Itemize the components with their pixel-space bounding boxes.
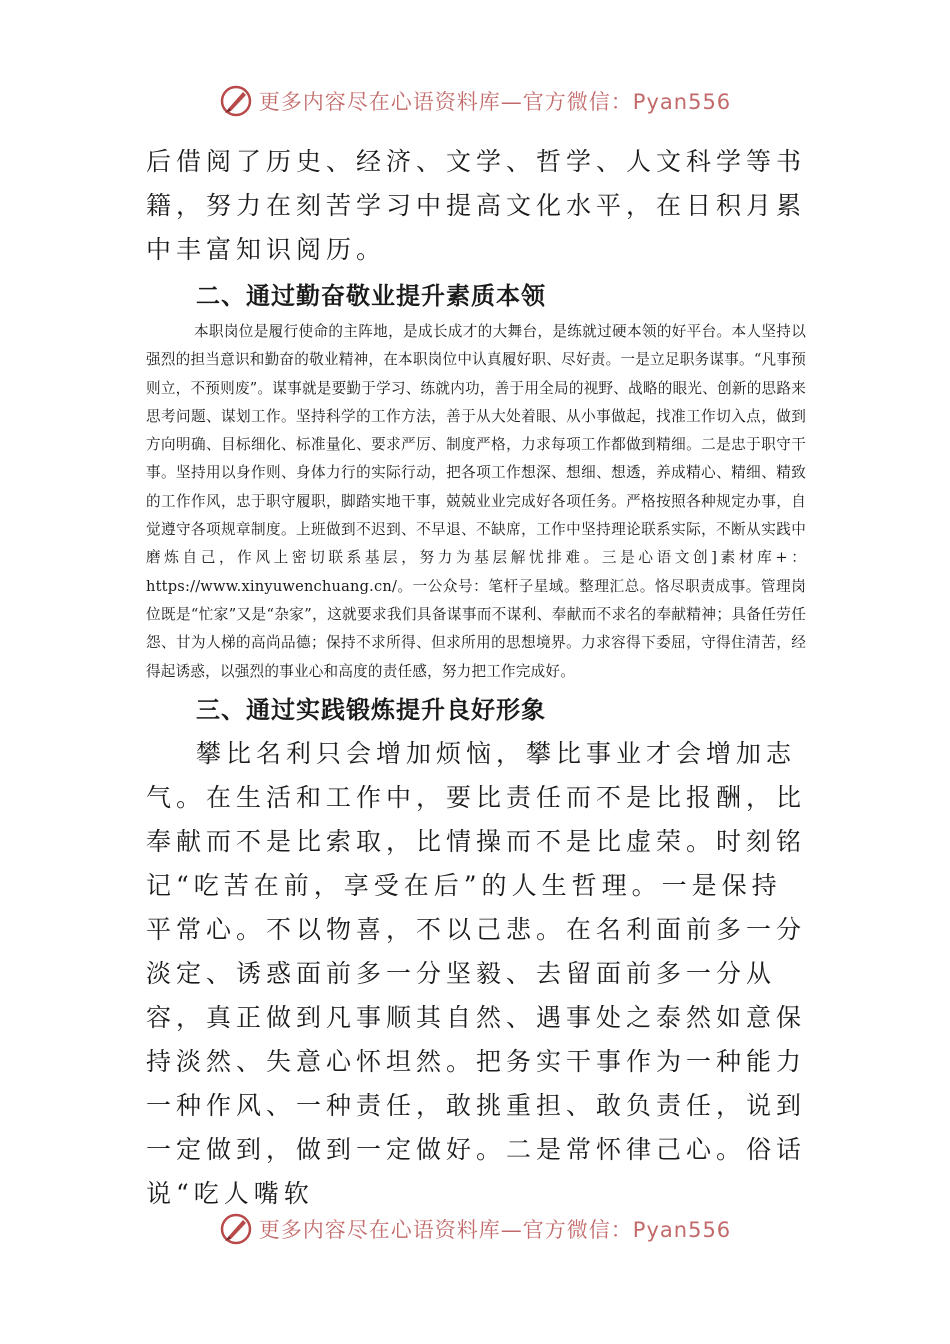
- section-3-paragraph: 攀比名利只会增加烦恼，攀比事业才会增加志气。在生活和工作中，要比责任而不是比报酬，比奉献而不是比索取，比情操而不是比虚荣。时刻铭记“吃苦在前，享受在后”的人生哲理。一是保持平常心。不以物喜，不以己悲。在名利面前多一分淡定、诱惑面前多一分坚毅、去留面前多一分从容，真正做到凡事顺其自然、遇事处之泰然如意保持淡然、失意心怀坦然。把务实干事作为一种能力一种作风、一种责任，敢挑重担、敢负责任，说到一定做到，做到一定做好。二是常怀律己心。俗话说“吃人嘴软: [146, 738, 807, 1208]
- header-watermark: [0, 84, 950, 118]
- pen-circle-logo-icon: [219, 84, 253, 118]
- section-heading-2: 二、通过勤奋敬业提升素质本领: [196, 281, 546, 310]
- section-2-paragraph: 本职岗位是履行使命的主阵地，是成长成才的大舞台，是练就过硬本领的好平台。本人坚持以强烈的担当意识和勤奋的敬业精神，在本职岗位中认真履好职、尽好责。一是立足职务谋事。“凡事预则立，不预则废”。谋事就是要勤于学习、练就内功，善于用全局的视野、战略的眼光、创新的思路来思考问题、谋划工作。坚持科学的工作方法，善于从大处着眼、从小事做起，找准工作切入点，做到方向明确、目标细化、标准量化、要求严厉、制度严格，力求每项工作都做到精细。二是忠于职守干事。坚持用以身作则、身体力行的实际行动，把各项工作想深、想细、想透，养成精心、精细、精致的工作作风，忠于职守履职，脚踏实地干事，兢兢业业完成好各项任务。严格按照各种规定办事，自觉遵守各项规章制度。上班做到不迟到、不早退、不缺席，工作中坚持理论联系实际，不断从实践中磨炼自己，作风上密切联系基层，努力为基层解忧排难。三是心语文创]素材库+：https://www.xinyuwenchuang.cn/。一公众号：笔杆子星域。整理汇总。恪尽职责成事。管理岗位既是“忙家”又是“杂家”，这就要求我们具备谋事而不谋利、奉献而不求名的奉献精神；具备任劳任怨、甘为人梯的高尚品德；保持不求所得、但求所用的思想境界。力求容得下委屈，守得住清苦，经得起诱惑，以强烈的事业心和高度的责任感，努力把工作完成好。: [146, 323, 806, 680]
- section-heading-3: 三、通过实践锻炼提升良好形象: [196, 694, 546, 724]
- footer-watermark: [0, 1212, 950, 1246]
- header-watermark-text: 更多内容尽在心语资料库—官方微信：Pyan556: [258, 90, 732, 114]
- document-body: [146, 140, 806, 1216]
- pen-circle-logo-icon: [219, 1212, 253, 1246]
- intro-paragraph: 后借阅了历史、经济、文学、哲学、人文科学等书籍，努力在刻苦学习中提高文化水平，在日积月累中丰富知识阅历。: [146, 147, 807, 264]
- footer-watermark-text: 更多内容尽在心语资料库—官方微信：Pyan556: [258, 1218, 732, 1242]
